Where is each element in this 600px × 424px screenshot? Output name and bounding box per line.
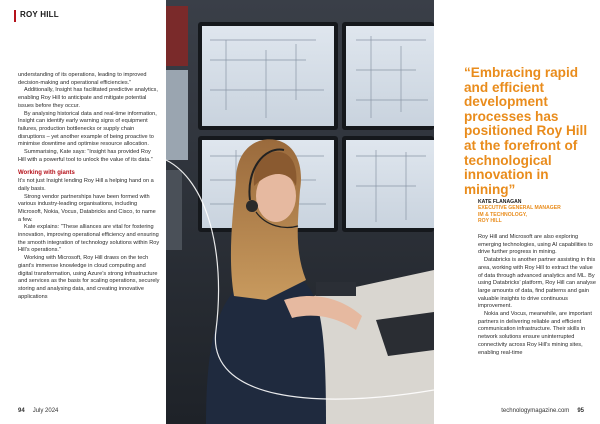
left-footer bbox=[18, 408, 58, 414]
right-body-column bbox=[478, 234, 596, 357]
body-paragraph: Summarising, Kate says: “Insight has provided Roy Hill with a powerful tool to unlock the value of its data.” bbox=[18, 149, 153, 163]
body-paragraph: It’s not just Insight lending Roy Hill a helping hand on a daily basis. bbox=[18, 178, 154, 192]
pull-quote: “Embracing rapid and efficient development processes has positioned Roy Hill at the forefront of technological innovation in mining” bbox=[464, 65, 588, 197]
photo-illustration bbox=[166, 0, 434, 424]
body-paragraph: Additionally, Insight has facilitated predictive analytics, enabling Roy Hill to anticipate and mitigate potential issues before they occur. bbox=[18, 87, 158, 109]
body-paragraph: Kate explains: “These alliances are vital for fostering innovation, improving operational efficiency and ensuring the smooth integration of technology solutions within Roy Hill’s operations.” bbox=[18, 224, 160, 254]
attribution-role: IM & TECHNOLOGY, bbox=[478, 211, 527, 218]
body-paragraph: Roy Hill and Microsoft are also exploring emerging technologies, using AI capabilities to drive further progress in mining. bbox=[478, 234, 593, 256]
body-paragraph: Nokia and Vocus, meanwhile, are important partners in delivering reliable and efficient communication infrastructure. Their skills in network solutions ensure uninterrupted connectivity across Roy Hill’s mining sites, enabling real-time bbox=[478, 311, 592, 356]
website-url[interactable]: technologymagazine.com bbox=[501, 408, 570, 414]
right-page bbox=[434, 0, 600, 424]
attribution-name: KATE FLANAGAN bbox=[478, 199, 522, 205]
attribution-company: ROY HILL bbox=[478, 217, 502, 224]
page-header-title: ROY HILL bbox=[20, 10, 59, 19]
page-number: 94 bbox=[18, 408, 25, 414]
left-page bbox=[0, 0, 166, 424]
section-subheading: Working with giants bbox=[18, 170, 75, 177]
left-body-column bbox=[18, 72, 160, 301]
control-room-photo bbox=[166, 0, 434, 424]
body-paragraph: Databricks is another partner assisting in this area, working with Roy Hill to extract the value of data through advanced analytics and ML. By using Databricks’ platform, Roy Hill can analyse large amounts of data, find patterns and gain valuable insights to drive continuous improvement. bbox=[478, 257, 596, 310]
quote-attribution bbox=[478, 199, 596, 224]
body-paragraph: By analysing historical data and real-time information, Insight can identify early warning signs of equipment failures, production bottlenecks or supply chain disruptions – yet another example of being proactive to minimise downtime and optimise resource allocation. bbox=[18, 110, 157, 148]
attribution-role: EXECUTIVE GENERAL MANAGER bbox=[478, 205, 561, 212]
body-paragraph: understanding of its operations, leading to improved decision-making and operational efficiencies.” bbox=[18, 72, 147, 86]
issue-date: July 2024 bbox=[32, 408, 59, 414]
right-footer bbox=[501, 408, 584, 414]
header-rule bbox=[14, 10, 16, 22]
body-paragraph: Strong vendor partnerships have been formed with various industry-leading organisations, including Microsoft, Nokia, Vocus, Databricks and Cisco, to name a few. bbox=[18, 193, 156, 223]
page-number: 95 bbox=[577, 408, 584, 414]
body-paragraph: Working with Microsoft, Roy Hill draws on the tech giant’s immense knowledge in cloud computing and digital transformation, using Azure’s strong infrastructure and services as the basis for scaling operations, securely storing and analysing data, and creating innovative applications bbox=[18, 255, 160, 300]
